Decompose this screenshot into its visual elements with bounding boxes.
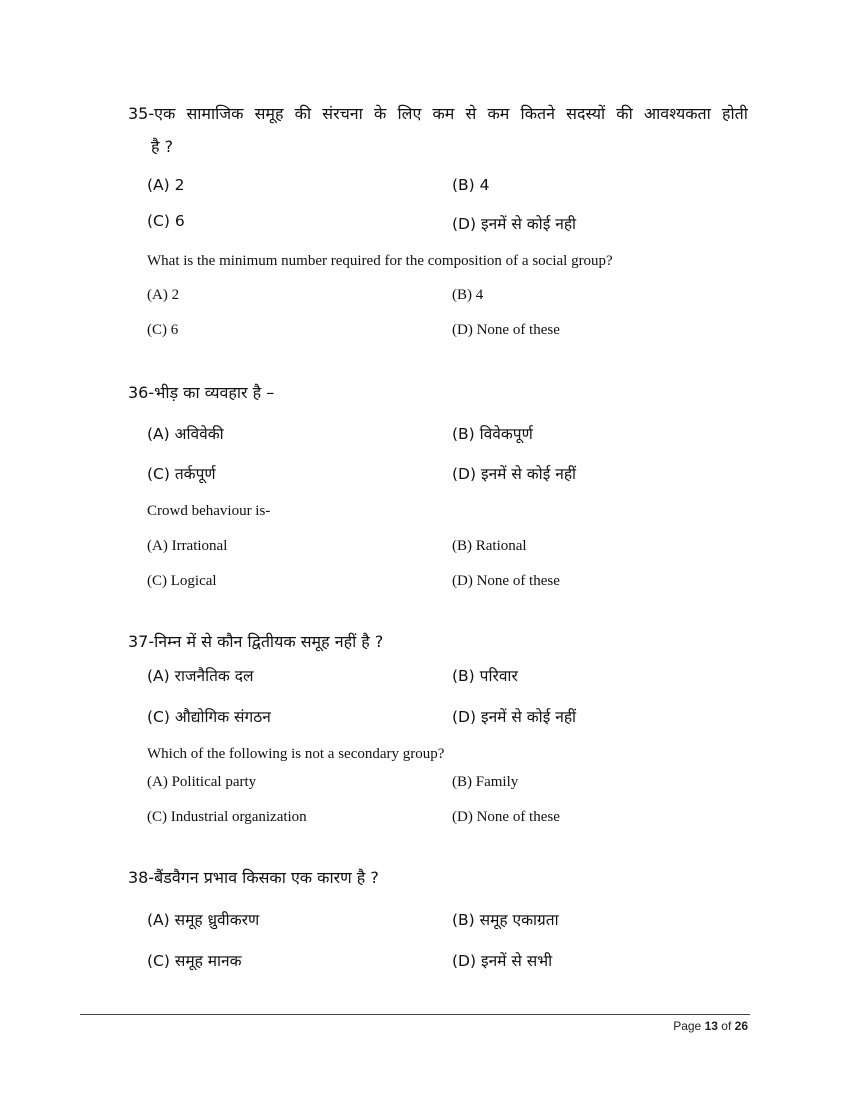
q37-hindi-option-c: (C) औद्योगिक संगठन: [147, 708, 271, 726]
q35-word: के: [374, 104, 387, 123]
q35-hindi-option-c: (C) 6: [147, 212, 185, 230]
q36-english-option-d: (D) None of these: [452, 573, 560, 589]
question-37-english: Which of the following is not a secondary group?: [147, 746, 445, 762]
q35-word: से: [465, 104, 477, 123]
q37-hindi-option-a: (A) राजनैतिक दल: [147, 667, 254, 685]
page-number: 13: [704, 1019, 718, 1033]
q36-hindi-option-d: (D) इनमें से कोई नहीं: [452, 465, 577, 483]
question-35-hindi: [128, 102, 748, 124]
q37-hindi-option-d: (D) इनमें से कोई नहीं: [452, 708, 577, 726]
q35-word: लिए: [397, 104, 422, 123]
q35-word: होती: [721, 104, 748, 123]
q36-hindi-option-a: (A) अविवेकी: [147, 425, 224, 443]
q35-word: कम: [487, 104, 510, 123]
q35-word: सामाजिक: [186, 104, 244, 123]
q35-word: कम: [432, 104, 455, 123]
q35-word: संरचना: [322, 104, 363, 123]
q36-english-option-a: (A) Irrational: [147, 538, 228, 554]
question-35-hindi-cont: है ?: [151, 137, 174, 156]
page-label: Page: [673, 1019, 702, 1033]
question-36-english: Crowd behaviour is-: [147, 503, 271, 519]
q35-word: की: [294, 104, 312, 123]
q35-word: 35-एक: [128, 104, 176, 123]
q36-english-option-c: (C) Logical: [147, 573, 217, 589]
q37-english-option-c: (C) Industrial organization: [147, 809, 307, 825]
q35-hindi-option-b: (B) 4: [452, 176, 490, 194]
q37-english-option-b: (B) Family: [452, 774, 519, 790]
q36-hindi-option-b: (B) विवेकपूर्ण: [452, 425, 533, 443]
q36-english-option-b: (B) Rational: [452, 538, 527, 554]
q35-english-option-c: (C) 6: [147, 322, 179, 338]
q38-hindi-option-d: (D) इनमें से सभी: [452, 952, 553, 970]
total-pages: 26: [734, 1019, 748, 1033]
q35-word: आवश्यकता: [643, 104, 711, 123]
q35-english-option-d: (D) None of these: [452, 322, 560, 338]
question-37-hindi: 37-निम्न में से कौन द्वितीयक समूह नहीं है ?: [128, 632, 384, 651]
q38-hindi-option-c: (C) समूह मानक: [147, 952, 242, 970]
q35-word: सदस्यों: [566, 104, 606, 123]
q35-english-option-b: (B) 4: [452, 287, 484, 303]
q35-word: समूह: [254, 104, 284, 123]
q37-english-option-d: (D) None of these: [452, 809, 560, 825]
question-35-english: What is the minimum number required for the composition of a social group?: [147, 253, 613, 269]
page-footer: [673, 1019, 748, 1033]
q35-word: की: [616, 104, 633, 123]
q35-word: कितने: [520, 104, 555, 123]
q35-hindi-option-a: (A) 2: [147, 176, 185, 194]
question-36-hindi: 36-भीड़ का व्यवहार है –: [128, 383, 275, 402]
question-38-hindi: 38-बैंडवैगन प्रभाव किसका एक कारण है ?: [128, 868, 379, 887]
footer-divider: [80, 1014, 750, 1015]
q37-hindi-option-b: (B) परिवार: [452, 667, 518, 685]
of-label: of: [721, 1019, 732, 1033]
q36-hindi-option-c: (C) तर्कपूर्ण: [147, 465, 216, 483]
q37-english-option-a: (A) Political party: [147, 774, 257, 790]
q38-hindi-option-a: (A) समूह ध्रुवीकरण: [147, 911, 260, 929]
q35-hindi-option-d: (D) इनमें से कोई नही: [452, 215, 577, 233]
q38-hindi-option-b: (B) समूह एकाग्रता: [452, 911, 559, 929]
q35-english-option-a: (A) 2: [147, 287, 180, 303]
